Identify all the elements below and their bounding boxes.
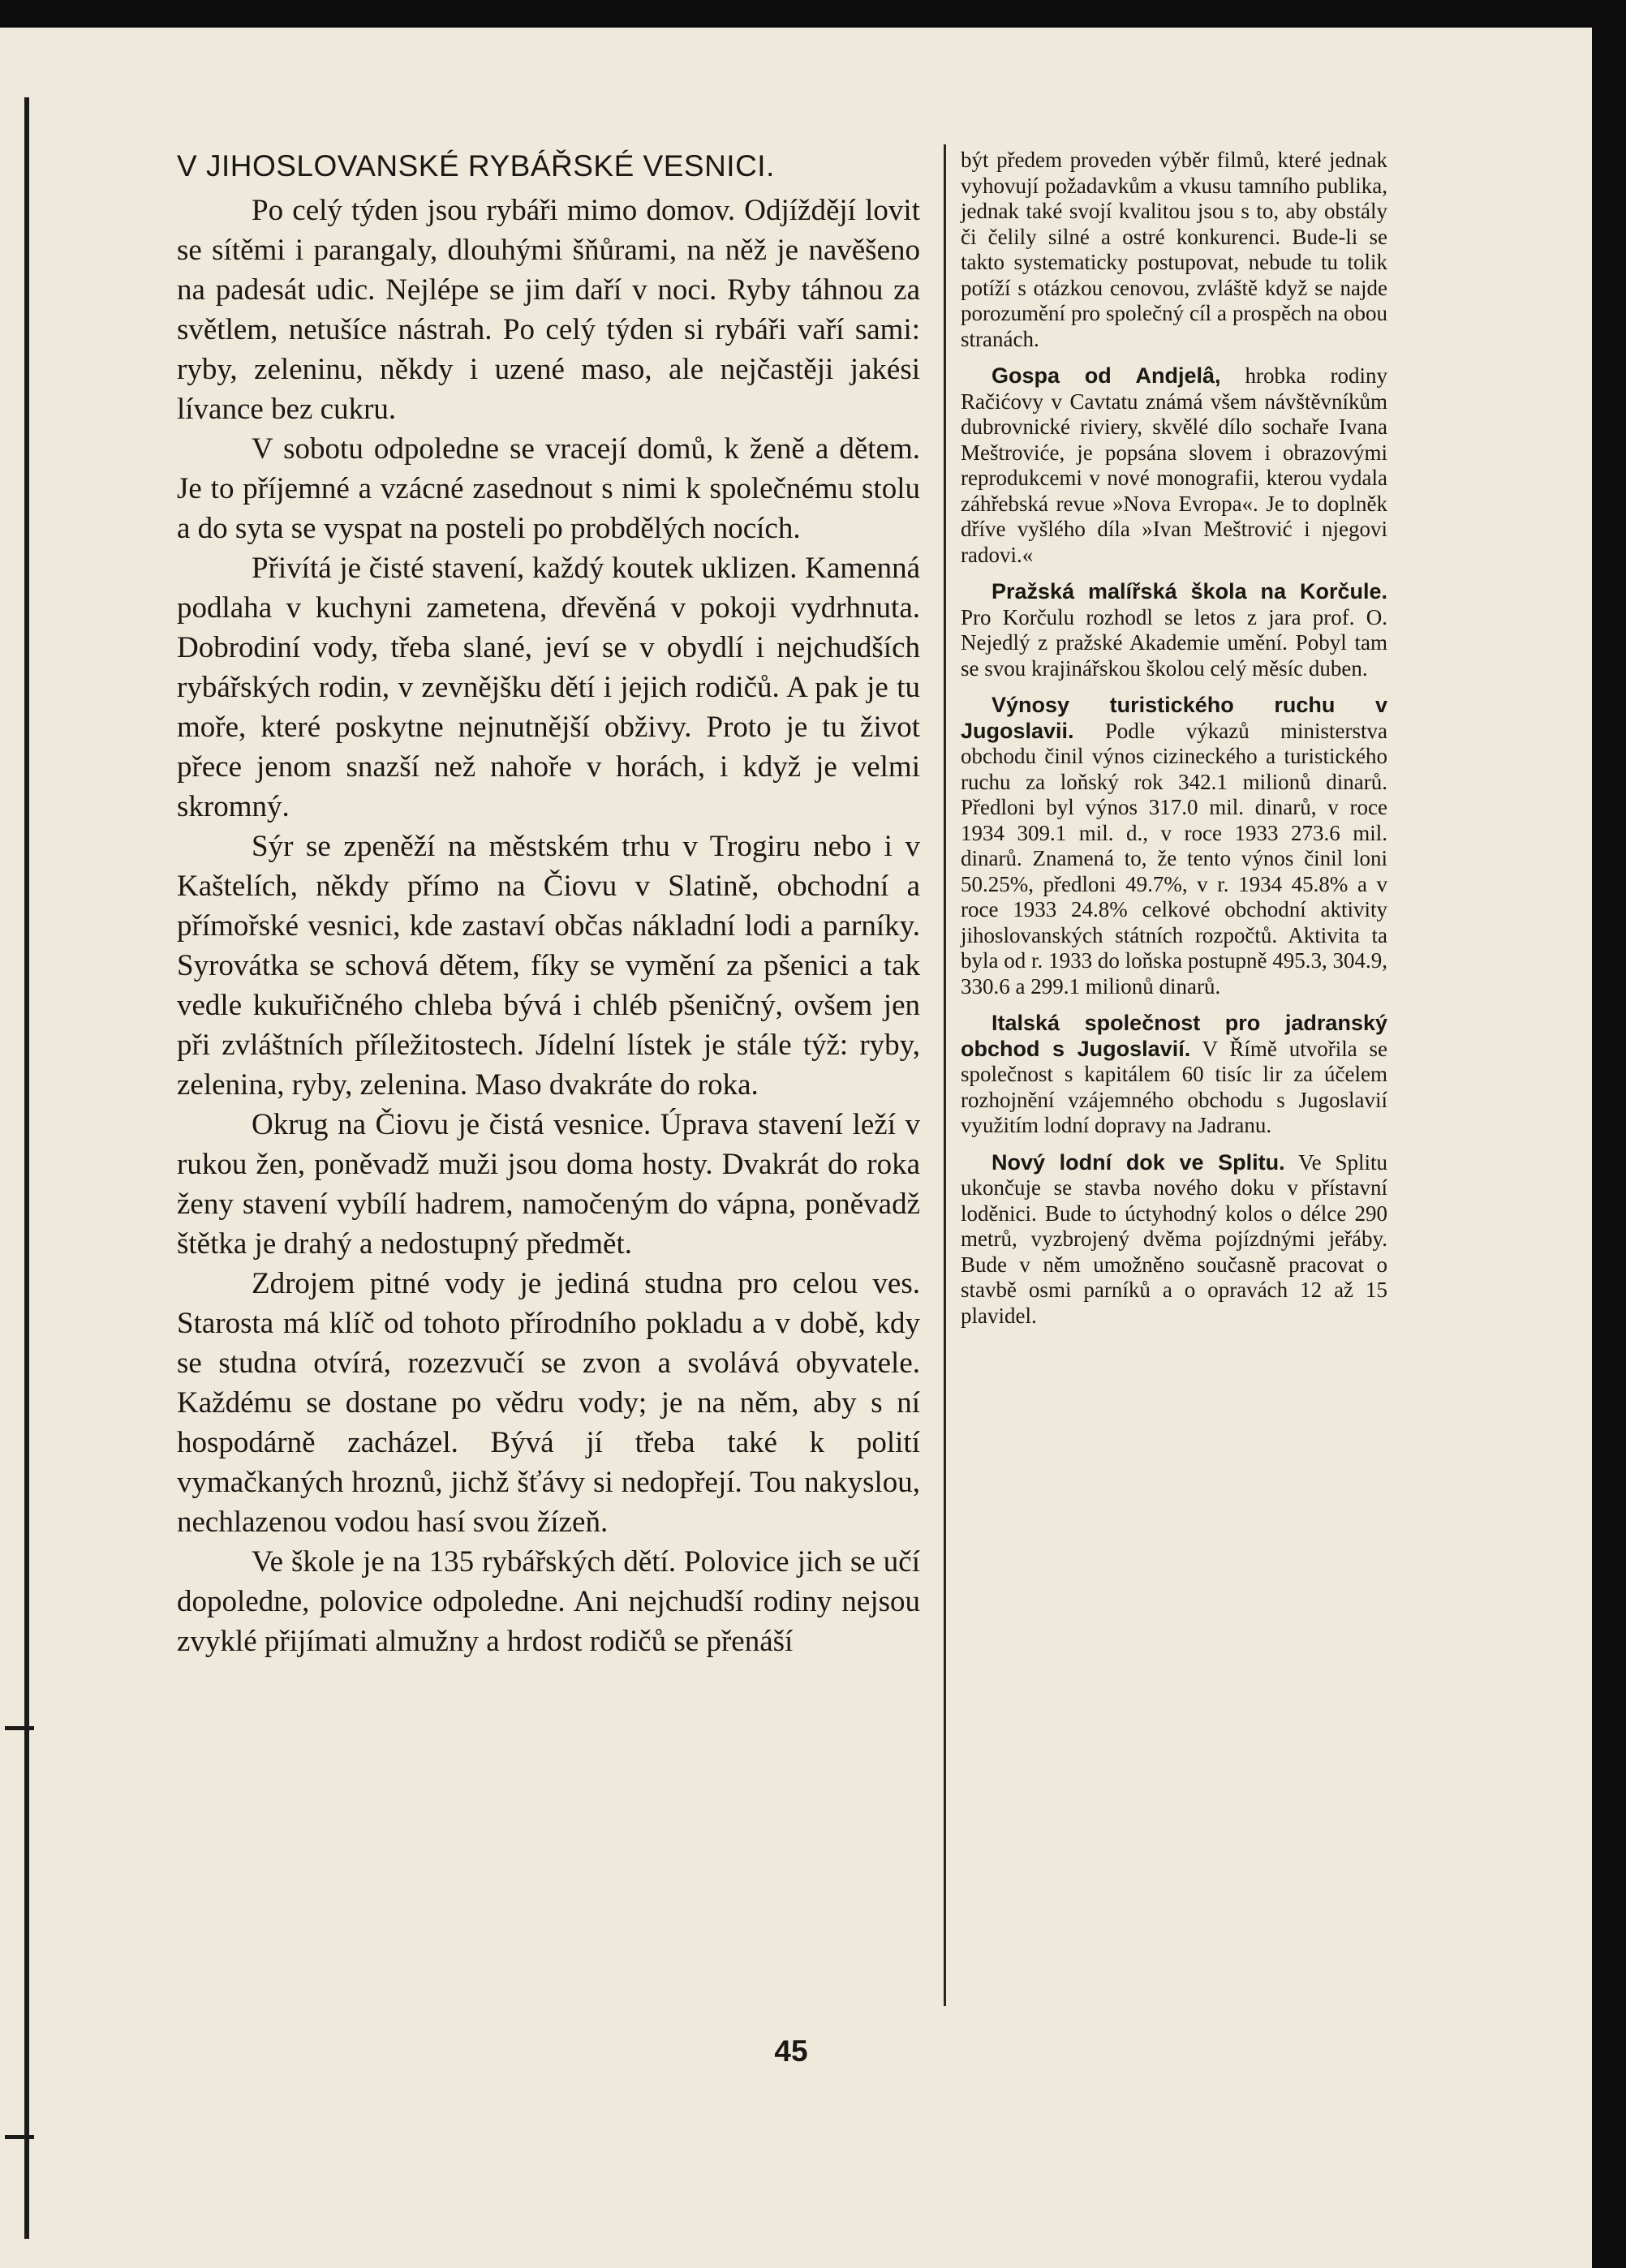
article-title: V JIHOSLOVANSKÉ RYBÁŘSKÉ VESNICI. [177,149,775,183]
article-paragraph: Přivítá je čisté stavení, každý koutek uklizen. Kamenná podlaha v kuchyni zametena, dřevěná v pokoji vydrhnuta. Dobrodiní vody, třeba slané, jeví se v obydlí i nejchudších rybářských rodin, v zevnějšku dětí i jejich rodičů. A pak je tu moře, které poskytne nejnutnější obživy. Proto je tu život přece jenom snazší než nahoře v horách, i když je velmi skromný. [177,552,920,823]
notice-heading: Pražská malířská škola na Korčule. [992,579,1387,604]
scan-border-top [0,0,1626,28]
notice-continued: být předem proveden výběr filmů, které jednak vyhovují požadavkům a vkusu tamního publika, jednak také svojí kvalitou jsou s to, aby obstály či čelily silné a ostré konkurenci. Bude-li se takto systematicky postupovat, nebude tu tolik potíží s otázkou cenovou, zvláště když se najde porozumění pro společný cíl a prospěch na obou stranách. [961,148,1387,351]
article-paragraph: Okrug na Čiovu je čistá vesnice. Úprava stavení leží v rukou žen, poněvadž muži jsou doma hosty. Dvakrát do roka ženy stavení vybílí hadrem, namočeným do vápna, poněvadž štětka je drahý a nedostupný předmět. [177,1108,920,1261]
notice-item [961,693,1387,999]
article-paragraph: V sobotu odpoledne se vracejí domů, k ženě a dětem. Je to příjemné a vzácné zasednout s nimi k společnému stolu a do syta se vyspat na posteli po probdělých nocích. [177,432,920,545]
notice-heading: Výnosy turistického ruchu v Jugoslavii. [961,693,1387,743]
column-divider [944,144,946,2006]
notice-item [961,579,1387,681]
notice-heading: Gospa od Andjelâ, [992,363,1221,388]
article-paragraph: Po celý týden jsou rybáři mimo domov. Odjíždějí lovit se sítěmi i parangaly, dlouhými šňůrami, na něž je navěšeno na padesát udic. Nejlépe se jim daří v noci. Ryby táhnou za světlem, netušíce nástrah. Po celý týden si rybáři vaří sami: ryby, zeleninu, někdy i uzené maso, ale nejčastěji jakési lívance bez cukru. [177,194,920,426]
article-paragraph: Zdrojem pitné vody je jediná studna pro celou ves. Starosta má klíč od tohoto přírodního pokladu a v době, kdy se studna otvírá, rozezvučí se zvon a svolává obyvatele. Každému se dostane po vědru vody; je na něm, aby s ní hospodárně zacházel. Bývá jí třeba také k polití vymačkaných hroznů, jichž šťávy si nedopřejí. Tou nakyslou, nechlazenou vodou hasí svou žízeň. [177,1267,920,1539]
binding-mark [5,2135,34,2139]
page-number: 45 [774,2034,808,2068]
article-column [177,146,920,1661]
notice-text: hrobka rodiny Račićovy v Cavtatu známá všem návštěvníkům dubrovnické riviery, skvělé dílo sochaře Ivana Meštroviće, je popsána slovem i obrazovými reprodukcemi v nové monografii, kterou vydala záhřebská revue »Nova Evropa«. Je to doplněk dříve vyšlého díla »Ivan Meštrović i njegovi radovi.« [961,363,1387,567]
notice-text: Podle výkazů ministerstva obchodu činil výnos cizineckého a turistického ruchu za loňský rok 342.1 milionů dinarů. Předloni byl výnos 317.0 mil. dinarů, v roce 1934 309.1 mil. d., v roce 1933 273.6 mil. dinarů. Znamená to, že tento výnos činil loni 50.25%, předloni 49.7%, v r. 1934 45.8% a v roce 1933 24.8% celkové obchodní aktivity jihoslovanských státních rozpočtů. Aktivita ta byla od r. 1933 do loňska postupně 495.3, 304.9, 330.6 a 299.1 milionů dinarů. [961,718,1387,999]
article-paragraph: Ve škole je na 135 rybářských dětí. Polovice jich se učí dopoledne, polovice odpoledne. Ani nejchudší rodiny nejsou zvyklé přijímati almužny a hrdost rodičů se přenáší [177,1545,920,1658]
notices-column [961,148,1387,1340]
notice-item [961,1011,1387,1139]
notice-text: V Římě utvořila se společnost s kapitálem 60 tisíc lir za účelem rozhojnění vzájemného obchodu s Jugoslavií využitím lodní dopravy na Jadranu. [961,1036,1388,1137]
notice-text: Ve Splitu ukončuje se stavba nového doku v přístavní loděnici. Bude to úctyhodný kolos o délce 290 metrů, vyzbrojený dvěma pojízdnými jeřáby. Bude v něm umožněno současně pracovat o stavbě osmi parníků a o opravách 12 až 15 plavidel. [961,1149,1387,1328]
notice-item [961,363,1387,568]
notice-item [961,1150,1387,1329]
notice-text: Pro Korčulu rozhodl se letos z jara prof. O. Nejedlý z pražské Akademie umění. Pobyl tam se svou krajinářskou školou celý měsíc duben. [961,604,1387,681]
binding-edge [24,97,29,2239]
scan-border-right [1592,0,1626,2268]
notice-heading: Italská společnost pro jadranský obchod s Jugoslavií. [961,1011,1387,1061]
notice-heading: Nový lodní dok ve Splitu. [992,1149,1285,1175]
binding-mark [5,1726,34,1730]
article-paragraph: Sýr se zpeněží na městském trhu v Trogiru nebo i v Kaštelích, někdy přímo na Čiovu v Slatině, obchodní a přímořské vesnici, kde zastaví občas nákladní lodi a parníky. Syrovátka se schová dětem, fíky se vymění za pšenici a tak vedle kukuřičného chleba bývá i chléb pšeničný, ovšem jen při zvláštních příležitostech. Jídelní lístek je stále týž: ryby, zelenina, ryby, zelenina. Maso dvakráte do roka. [177,830,920,1102]
